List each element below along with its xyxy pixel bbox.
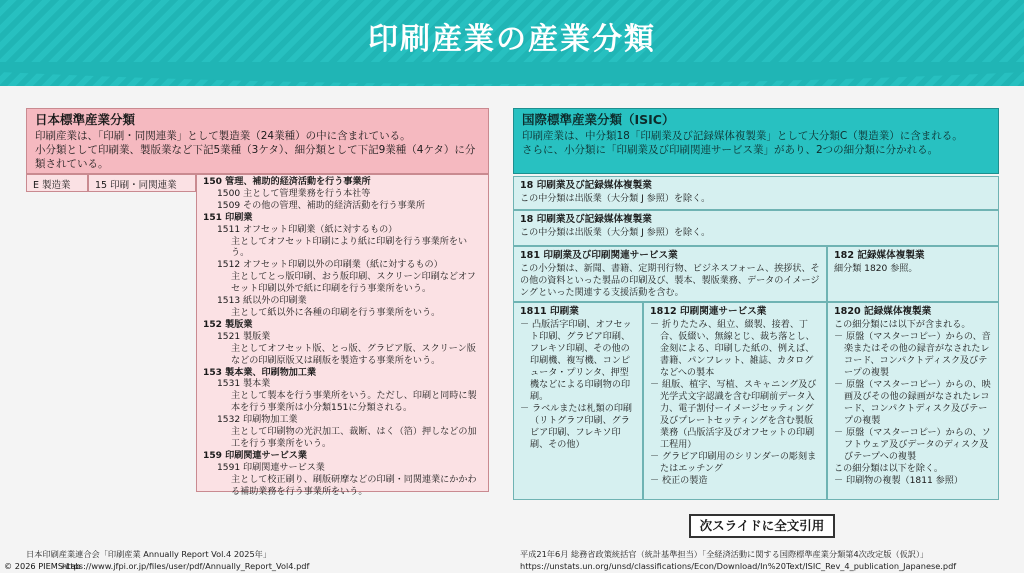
isic-1811-item: － ラベルまたは札類の印刷（リトグラフ印刷、グラビア印刷、フレキソ印刷、その他）: [520, 403, 633, 450]
isic-1820-item: － 原盤（マスターコピー）からの、映画及びその他の録画がなされたレコード、コンパクトディスク及びテープの複製: [834, 379, 991, 426]
isic-1812-item: － 校正の製造: [650, 475, 708, 486]
isic-box-1812: [643, 302, 827, 500]
jsic-detail-list: [196, 174, 489, 497]
footer-right-source: 平成21年6月 総務省政策統括官（統計基準担当）「全経済活動に関する国際標準産業分類第4次改定版（仮訳）」: [520, 549, 929, 559]
isic-181-title: 181 印刷業及び印刷関連サービス業: [520, 250, 678, 261]
jsic-description: 主としてオフセット版、とっ版、グラビア版、スクリーン版などの印刷原版又は刷版を製造する事業所をいう。: [231, 343, 476, 366]
banner-wave: [0, 62, 1024, 90]
jsic-code-line: 1511 オフセット印刷業（紙に対するもの）: [217, 224, 398, 235]
isic-1811-title: 1811 印刷業: [520, 306, 579, 317]
jsic-code-line: 1531 製本業: [217, 379, 271, 390]
footer-left-link[interactable]: https://www.jfpi.or.jp/files/user/pdf/Annually_Report_Vol4.pdf: [62, 561, 310, 571]
isic-intro-1: 印刷産業は、中分類18「印刷業及び記録媒体複製業」として大分類C（製造業）に含まれる。: [522, 129, 963, 142]
isic-row-18a-text: この中分類は出版業（大分類 J 参照）を除く。: [520, 193, 711, 204]
next-slide-button[interactable]: 次スライドに全文引用: [689, 514, 835, 538]
isic-182-text: 細分類 1820 参照。: [834, 263, 918, 274]
jsic-header: [26, 108, 489, 174]
isic-1812-title: 1812 印刷関連サービス業: [650, 306, 767, 317]
jsic-description: 主としてオフセット印刷により紙に印刷を行う事業所をいう。: [231, 236, 468, 259]
jsic-description: 主として製本を行う事業所をいう。ただし、印刷と同時に製本を行う事業所は小分類151に分類される。: [231, 391, 477, 414]
jsic-code-line: 1512 オフセット印刷以外の印刷業（紙に対するもの）: [217, 260, 443, 271]
jsic-heading: 日本標準産業分類: [35, 112, 136, 127]
jsic-group-heading: 151 印刷業: [203, 212, 253, 223]
jsic-description: 主として紙以外に各種の印刷を行う事業所をいう。: [231, 307, 441, 318]
isic-row-18b-text: この中分類は出版業（大分類 J 参照）を除く。: [520, 227, 711, 238]
jsic-code-line: 1591 印刷関連サービス業: [217, 462, 325, 473]
jsic-description: 主として印刷物の光沢加工、裁断、はく（箔）押しなどの加工を行う事業所をいう。: [231, 427, 477, 449]
isic-heading: 国際標準産業分類（ISIC）: [522, 112, 675, 127]
isic-1812-item: － 組版、植字、写植、スキャニング及び光学式文字認識を含む印刷前データ入力、電子割付ーイメージセッティング及びプレートセッティングを含む製版業務（凸版活字及びオフセットの印刷工程用）: [650, 379, 817, 450]
footer-left-source: 日本印刷産業連合会「印刷産業 Annually Report Vol.4 2025年」: [26, 549, 272, 559]
jsic-col-e: E 製造業: [26, 174, 88, 192]
isic-1820-title: 1820 記録媒体複製業: [834, 306, 932, 317]
isic-header: [513, 108, 999, 174]
copyright: © 2026 PIEMS-Lab: [4, 561, 81, 571]
isic-1820-item: － 原盤（マスターコピー）からの、音楽またはその他の録音がなされたレコード、コンパクトディスク及びテープの複製: [834, 331, 991, 378]
jsic-code-line: 1521 製版業: [217, 331, 271, 342]
isic-1811-item: － 凸版活字印刷、オフセット印刷、グラビア印刷、フレキソ印刷、その他の印刷機、複写機、コンピュータ・プリンタ、押型機などによる印刷物の印刷。: [520, 319, 632, 402]
isic-row-18a: [513, 176, 999, 210]
isic-intro-2: さらに、小分類に「印刷業及び印刷関連サービス業」があり、2つの細分類に分かれる。: [522, 144, 939, 157]
jsic-description: 主としてとっ版印刷、おう版印刷、スクリーン印刷などオフセット印刷以外で紙に印刷を行う事業所をいう。: [231, 272, 476, 295]
isic-182-title: 182 記録媒体複製業: [834, 250, 925, 261]
isic-1812-item: － 折りたたみ、組立、綴製、接着、丁合、仮綴い、無線とじ、裁ち落とし、金刻による、印刷した紙の、例えば、書籍、パンフレット、雑誌、カタログなどへの製本: [650, 319, 815, 378]
isic-1820-exclusion: この細分類は以下を除く。: [834, 463, 943, 474]
jsic-intro-2: 小分類として印刷業、製版業など下記5業種（3ケタ）、細分類として下記9業種（4ケタ）に分類されている。: [35, 144, 476, 171]
footer-right-link[interactable]: https://unstats.un.org/unsd/classifications/Econ/Download/In%20Text/ISIC_Rev_4_publication_Japanese.pdf: [520, 561, 957, 571]
jsic-intro-1: 印刷産業は、「印刷・同関連業」として製造業（24業種）の中に含まれている。: [35, 129, 411, 142]
isic-1820-intro: この細分類には以下が含まれる。: [834, 319, 971, 330]
jsic-code-line: 1500 主として管理業務を行う本社等: [217, 188, 371, 199]
jsic-code-line: 1509 その他の管理、補助的経済活動を行う事業所: [217, 200, 425, 211]
isic-row-18a-title: 18 印刷業及び記録媒体複製業: [520, 180, 652, 191]
jsic-col-15: 15 印刷・同関連業: [88, 174, 196, 192]
isic-1812-item: － グラビア印刷用のシリンダーの彫刻またはエッチング: [650, 451, 817, 474]
isic-box-181: [513, 246, 827, 302]
isic-box-1811: [513, 302, 643, 500]
jsic-group-heading: 159 印刷関連サービス業: [203, 450, 307, 461]
isic-1820-exclusion-item: － 印刷物の複製（1811 参照）: [834, 475, 963, 486]
isic-row-18b-title: 18 印刷業及び記録媒体複製業: [520, 214, 652, 225]
isic-box-182: [827, 246, 999, 302]
jsic-code-line: 1532 印刷物加工業: [217, 415, 298, 426]
jsic-code-line: 1513 紙以外の印刷業: [217, 296, 307, 307]
page-title: 印刷産業の産業分類: [368, 22, 656, 57]
isic-box-1820: [827, 302, 999, 500]
isic-181-text: この小分類は、新聞、書籍、定期刊行物、ビジネスフォーム、挨拶状、その他の資料といった製品の印刷及び、製本、製版業務、データのイメージングといった関連する支援活動を含む。: [520, 263, 820, 298]
jsic-group-heading: 150 管理、補助的経済活動を行う事業所: [203, 177, 371, 187]
isic-row-18b: [513, 210, 999, 246]
jsic-group-heading: 152 製版業: [203, 319, 253, 330]
isic-1820-item: － 原盤（マスターコピー）からの、ソフトウェア及びデータのディスク及びテープへの複製: [834, 427, 991, 462]
jsic-group-heading: 153 製本業、印刷物加工業: [203, 367, 317, 378]
jsic-description: 主として校正刷り、刷版研摩などの印刷・同関連業にかかわる補助業務を行う事業所をいう。: [231, 474, 477, 497]
